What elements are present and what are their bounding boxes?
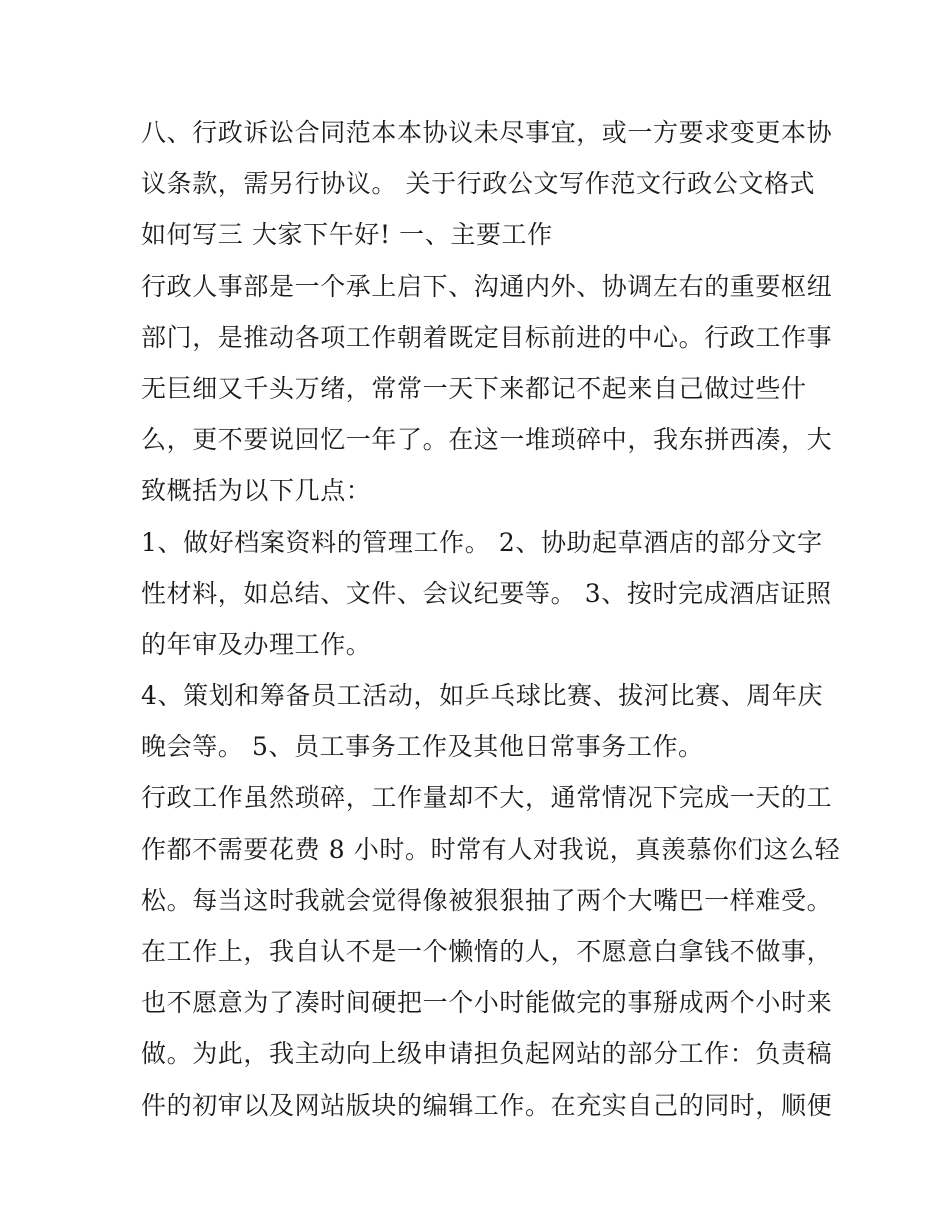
text-line: 件的初审以及网站版块的编辑工作。在充实自己的同时，顺便 <box>141 1090 833 1120</box>
text-line: 在工作上，我自认不是一个懒惰的人，不愿意白拿钱不做事， <box>141 937 833 966</box>
text-line: 4、策划和筹备员工活动，如乒乓球比赛、拔河比赛、周年庆 <box>141 681 824 711</box>
text-line: 么，更不要说回忆一年了。在这一堆琐碎中，我东拼西凑，大 <box>141 425 833 455</box>
text-line: 行政工作虽然琐碎，工作量却不大，通常情况下完成一天的工 <box>141 783 833 813</box>
text-line: 也不愿意为了凑时间硬把一个小时能做完的事掰成两个小时来 <box>141 988 833 1018</box>
text-line: 无巨细又千头万绪，常常一天下来都记不起来自己做过些什 <box>141 373 807 403</box>
text-line: 八、行政诉讼合同范本本协议未尽事宜，或一方要求变更本协 <box>141 118 833 147</box>
text-line: 1、做好档案资料的管理工作。 2、协助起草酒店的部分文字 <box>141 527 823 557</box>
text-line: 松。每当这时我就会觉得像被狠狠抽了两个大嘴巴一样难受。 <box>141 885 833 915</box>
text-line: 晚会等。 5、员工事务工作及其他日常事务工作。 <box>141 732 704 762</box>
text-line: 做。为此，我主动向上级申请担负起网站的部分工作：负责稿 <box>141 1039 833 1069</box>
text-line: 作都不需要花费 8 小时。时常有人对我说，真羡慕你们这么轻 <box>141 834 841 864</box>
text-line: 议条款，需另行协议。 关于行政公文写作范文行政公文格式 <box>141 169 816 199</box>
text-line: 的年审及办理工作。 <box>141 629 372 659</box>
text-line: 致概括为以下几点： <box>141 476 372 506</box>
text-line: 如何写三 大家下午好! 一、主要工作 <box>141 220 553 250</box>
document-body <box>141 107 841 1131</box>
text-line: 性材料，如总结、文件、会议纪要等。 3、按时完成酒店证照 <box>141 578 832 608</box>
text-line: 行政人事部是一个承上启下、沟通内外、协调左右的重要枢纽 <box>141 271 833 301</box>
text-line: 部门，是推动各项工作朝着既定目标前进的中心。行政工作事 <box>141 322 833 352</box>
